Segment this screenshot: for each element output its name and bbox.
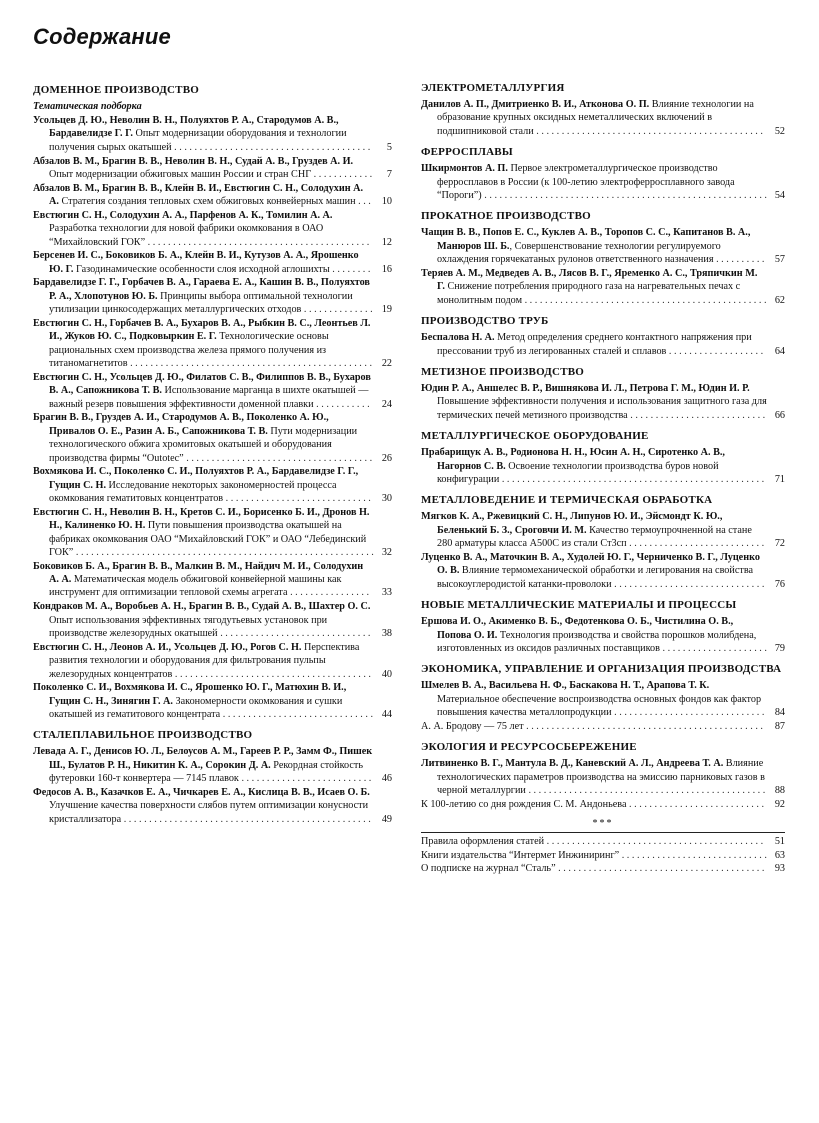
entry-authors: Усольцев Д. Ю., Неволин В. Н., Полуяхтов Р. А., Стародумов А. В., Бардавелидзе Г. Г. (33, 115, 339, 140)
misc-entry (421, 862, 785, 875)
toc-section (421, 82, 785, 138)
toc-section (421, 366, 785, 422)
entry-title: Перспектива развития технологии и оборудования для фильтрования пульпы железорудных концентратов (49, 641, 360, 680)
entry-page: 54 (774, 190, 785, 202)
right-column (421, 82, 785, 875)
entry-page: 22 (381, 358, 392, 370)
entry-title: Материальное обеспечение воспроизводства основных фондов как фактор повышения качества металлопродукции (437, 693, 762, 719)
leader-dots: . . . . . . . . . . . . . . (303, 304, 373, 316)
toc-entry (421, 551, 785, 591)
entry-page: 76 (774, 578, 785, 590)
leader-dots: . . . . . . . . . . . . . . . . . . . . . . . . . . . (630, 409, 766, 421)
entry-title: , Совершенствование технологии регулируемого охлаждения горячекатаных рулонов ответственного назначения (437, 240, 721, 266)
toc-entry (33, 465, 392, 505)
leader-dots: . . . . . . . . . . . . . . . . . . . . . . . . . . . . . . . . . . . . . . . . . . . . . . . . (524, 294, 767, 306)
toc-entry (33, 249, 392, 276)
leader-dots: . . . . . . . . . . . . . . . . . . . . . . . . . . . . . . (222, 709, 373, 721)
misc-title: Правила оформления статей (421, 836, 547, 848)
entry-title: Принципы выбора оптимальной технологии утилизации цинкосодержащих металлургических отходов (49, 290, 353, 316)
leader-dots: . . . . . . . . . . . . . . . . . . . . . . . . . . . . . . . . . . . . . . . . . . . . . . . . . . . . (501, 474, 765, 486)
entry-authors: Прабарищук А. В., Родионова Н. Н., Юсин А. Н., Сиротенко А. В., Нагорнов С. В. (421, 447, 725, 472)
section-heading: ПРОИЗВОДСТВО ТРУБ (421, 315, 549, 328)
misc-entry (421, 849, 785, 862)
leader-dots: . . . . . . . . . . . . . . . . . . . (668, 345, 764, 357)
toc-entry (421, 446, 785, 486)
misc-page: 63 (774, 849, 785, 861)
entry-title: Опыт модернизации обжиговых машин России и стран СНГ (49, 168, 314, 180)
entry-title: Газодинамические особенности слоя исходной аглошихты (73, 263, 333, 275)
toc-entry (33, 114, 392, 154)
leader-dots: . . . . . . . . . . . . . . . . . . . . . . . . . . (241, 773, 372, 785)
entry-page: 64 (774, 345, 785, 357)
entry-title: Влияние технологии на образование крупных оксидных неметаллических включений в подшипниковой стали (437, 99, 754, 137)
toc-entry (33, 641, 392, 681)
misc-title: Книги издательства “Интермет Инжиниринг” (421, 849, 622, 861)
toc-section (421, 315, 785, 358)
entry-page: 88 (774, 785, 785, 797)
leader-dots: . . . . . . . . . . . . . . . . . . . . . (662, 642, 767, 654)
toc-entry (33, 317, 392, 371)
section-subheading: Тематическая подборка (33, 101, 142, 112)
toc-entry (33, 600, 392, 640)
toc-entry (421, 382, 785, 422)
entry-title: Закономерности окомкования и сушки окатышей из гематитового концентрата (49, 695, 343, 721)
toc-entry (33, 506, 392, 560)
divider (421, 832, 785, 833)
toc-entry (421, 267, 785, 307)
entry-title: Технологические основы рациональных схем производства железа прямого получения из титаномагнетитов (49, 331, 329, 370)
section-heading: ЭКОЛОГИЯ И РЕСУРСОСБЕРЕЖЕНИЕ (421, 741, 637, 754)
section-heading: СТАЛЕПЛАВИЛЬНОЕ ПРОИЗВОДСТВО (33, 729, 253, 742)
leader-dots: . . . . . . . . . . . . . . . . . . . . . . . . . . . . . . . . . . . . . . . . . . . . . . . (526, 720, 763, 732)
separator-stars: *** (592, 818, 614, 830)
entry-page: 52 (774, 125, 785, 137)
entry-title: Стратегия создания тепловых схем обжиговых конвейерных машин (58, 196, 359, 208)
entry-page: 7 (386, 168, 392, 180)
section-heading: ДОМЕННОЕ ПРОИЗВОДСТВО (33, 84, 200, 96)
leader-dots: . . . . . . . . . . . . . . . . . . . . . . . . . . . . . . . . . . . . . . . . . . . . . . . . . (123, 813, 371, 825)
entry-page: 26 (381, 452, 392, 464)
entry-title: К 100-летию со дня рождения С. М. Андоньева (421, 798, 630, 810)
entry-page: 40 (381, 668, 392, 680)
entry-page: 66 (774, 409, 785, 421)
leader-dots: . . . . . . . . . . . . . . . . . . . . . . . . . . . . . . . . . . . . . . . . . . . . . . . . . . . . . . . . . . . (75, 546, 374, 558)
entry-authors: Абзалов В. М., Брагин В. В., Клейн В. И., Евстюгин С. Н., Солодухин А. А. (33, 182, 364, 208)
toc-section (33, 729, 392, 826)
toc-section (421, 599, 785, 655)
entry-title: Пути повышения производства окатышей на фабриках окомкования ОАО “Михайловский ГОК” и ОАО “Лебединский ГОК” (49, 520, 367, 558)
section-heading: ФЕРРОСПЛАВЫ (421, 146, 513, 159)
leader-dots: . . . . . . . . . . . . . . . . . . . . . . . . . . . . . . . . . . . . . . . . . . . . (147, 236, 370, 248)
entry-title: Влияние технологических параметров производства на эмиссию парниковых газов в черной металлургии (437, 758, 765, 797)
leader-dots: . . . . . . . . . . . . . . . . . . . . . . . . . . . (629, 538, 765, 550)
entry-title: Опыт использования эффективных тягодутьевых установок при производстве железорудных окатышей (49, 614, 328, 639)
entry-authors: Берсенев И. С., Боковиков Б. А., Клейн В. И., Кутузов А. А., Ярошенко Ю. Г. (33, 250, 359, 275)
entry-title: А. А. Бродову — 75 лет (421, 720, 527, 732)
section-heading: ПРОКАТНОЕ ПРОИЗВОДСТВО (421, 210, 591, 223)
toc-entry (421, 798, 785, 811)
section-heading: ЭКОНОМИКА, УПРАВЛЕНИЕ И ОРГАНИЗАЦИЯ ПРОИЗВОДСТВА (421, 663, 782, 676)
entry-page: 84 (774, 707, 785, 719)
entry-title: Исследование некоторых закономерностей процесса окомкования гематитовых концентратов (49, 479, 337, 505)
page-title: Содержание (33, 24, 171, 49)
entry-title: Улучшение качества поверхности слябов путем оптимизации конусности кристаллизатора (49, 800, 369, 825)
entry-title: Пути модернизации технологического обжига хромитовых окатышей и оборудования производства фирмы “Outotec” (49, 425, 358, 464)
entry-authors: Евстюгин С. Н., Неволин В. Н., Кретов С. И., Борисенко Б. И., Дронов Н. Н., Калиненко Ю. Н. (33, 506, 370, 532)
misc-page: 93 (774, 863, 785, 875)
leader-dots: . . . (358, 196, 371, 208)
entry-authors: Брагин В. В., Груздев А. И., Стародумов А. В., Поколенко А. Ю., Привалов О. Е., Разин А. Б., Сапожникова Т. В. (33, 412, 329, 437)
toc-entry (421, 98, 785, 138)
entry-authors: Левада А. Г., Денисов Ю. Л., Белоусов А. М., Гареев Р. Р., Замм Ф., Пишек Ш., Булатов Р. Н., Никитин К. А., Сорокин Д. А. (33, 746, 373, 771)
entry-title: Влияние термомеханической обработки и легирования на свойства высокоуглеродистой катанки-проволоки (437, 565, 754, 590)
leader-dots: . . . . . . . . . . . . . . . . . . . . . . . . . . . . . . . . . . . . . . . . . . . . . (536, 125, 763, 137)
entry-authors: Шмелев В. А., Васильева Н. Ф., Баскакова Н. Т., Арапова Т. К. (421, 680, 710, 692)
toc-entry (421, 679, 785, 719)
leader-dots: . . . . . . . . . . . . . . . . . . . . . . . . . . . . . . . . . . . . . . . . . . . . . . . . . . . . . . . . (484, 190, 767, 202)
entry-title: Качество термоупрочненной на стане 280 арматуры класса А500С из стали Ст3сп (437, 524, 752, 550)
entry-title: Освоение технологии производства буров новой конфигурации (437, 460, 719, 486)
entry-authors: Беспалова Н. А. (421, 332, 495, 344)
toc-entry (33, 786, 392, 826)
toc-entry (421, 615, 785, 655)
toc-entry (33, 182, 392, 209)
leader-dots: . . . . . . . . . . . . . . . . . . . . . . . . . . . . . . . . . . . . . . . (174, 668, 371, 680)
entry-title: Разработка технологии для новой фабрики окомкования в ОАО “Михайловский ГОК” (49, 223, 324, 248)
entry-page: 12 (381, 236, 392, 248)
entry-page: 19 (381, 304, 392, 316)
left-column (33, 84, 392, 834)
entry-page: 24 (381, 398, 392, 410)
entry-authors: Боковиков Б. А., Брагин В. В., Малкин В. М., Найдич М. И., Солодухин А. А. (33, 560, 364, 586)
leader-dots: . . . . . . . . . . . (316, 398, 370, 410)
entry-authors: Вохмякова И. С., Поколенко С. И., Полуяхтов Р. А., Бардавелидзе Г. Г., Гущин С. Н. (33, 466, 359, 491)
entry-page: 10 (381, 196, 392, 208)
entry-authors: Шкирмонтов А. П. (421, 163, 508, 175)
entry-authors: Евстюгин С. Н., Солодухин А. А., Парфенов А. К., Томилин А. А. (33, 209, 333, 221)
toc-entry (33, 745, 392, 785)
entry-title: Повышение эффективности получения и использования защитного газа для термических печей метизного производства (437, 396, 767, 421)
entry-page: 79 (774, 642, 785, 654)
entry-authors: Теряев А. М., Медведев А. В., Лясов В. Г., Яременко А. С., Тряпичкин М. Г. (421, 267, 758, 293)
leader-dots: . . . . . . . . . . . . . . . . . . . . . . . . . . . . . (621, 849, 767, 861)
leader-dots: . . . . . . . . . . . . . . . . . . . . . . . . . . . . . . . . . . . . . (186, 452, 373, 464)
leader-dots: . . . . . . . . . . . . . . . . . . . . . . . . . . . . . . (614, 707, 765, 719)
entry-title: Математическая модель обжиговой конвейерной машины как инструмент для оптимизации тепловой схемы агрегата (49, 574, 342, 599)
entry-authors: Литвиненко В. Г., Мантула В. Д., Каневский А. Л., Андреева Т. А. (421, 758, 724, 770)
entry-page: 87 (774, 720, 785, 732)
entry-authors: Бардавелидзе Г. Г., Горбачев В. А., Гараева Е. А., Кашин В. В., Полуяхтов Р. А., Хлопотунов Ю. Б. (33, 277, 370, 302)
entry-title: Первое электрометаллургическое производство ферросплавов в России (к 100-летию электроферросплавного завода “Пороги”) (437, 163, 735, 202)
toc-section (33, 84, 392, 721)
misc-title: О подписке на журнал “Сталь” (421, 863, 559, 875)
toc-entry (33, 276, 392, 316)
misc-entry (421, 835, 785, 848)
entry-authors: Абзалов В. М., Брагин В. В., Неволин В. Н., Судай А. В., Груздев А. И. (33, 155, 354, 167)
section-heading: МЕТАЛЛУРГИЧЕСКОЕ ОБОРУДОВАНИЕ (421, 430, 649, 443)
entry-authors: Федосов А. В., Казачков Е. А., Чичкарев Е. А., Кислица В. В., Исаев О. Б. (33, 786, 370, 798)
entry-page: 5 (386, 141, 392, 153)
entry-page: 49 (381, 813, 392, 825)
toc-entry (33, 411, 392, 465)
leader-dots: . . . . . . . . . . . . . . . . . . . . . . . . . . . . . . . . . . . . . . . (174, 141, 371, 153)
toc-entry (33, 681, 392, 721)
entry-page: 62 (774, 294, 785, 306)
toc-entry (421, 331, 785, 358)
entry-authors: Чащин В. В., Попов Е. С., Куклев А. В., Торопов С. С., Капитанов В. А., Манюров Ш. Б. (421, 227, 751, 252)
section-heading: НОВЫЕ МЕТАЛЛИЧЕСКИЕ МАТЕРИАЛЫ И ПРОЦЕССЫ (421, 599, 737, 612)
entry-authors: Кондраков М. А., Воробьев А. Н., Брагин В. В., Судай А. В., Шахтер О. С. (33, 601, 371, 613)
entry-authors: Данилов А. П., Дмитриенко В. И., Атконова О. П. (421, 99, 650, 110)
toc-entry (421, 720, 785, 733)
toc-section (421, 663, 785, 733)
entry-title: Использование марганца в шихте окатышей — важный резерв повышения эффективности доменной плавки (49, 385, 369, 410)
entry-authors: Луценко В. А., Маточкин В. А., Худолей Ю. Г., Черниченко В. Г., Луценко О. В. (421, 551, 760, 577)
entry-authors: Ершова И. О., Акименко В. Б., Федотенкова О. Б., Чистилина О. В., Попова О. И. (421, 616, 734, 641)
leader-dots: . . . . . . . . . . . . . . . . . . . . . . . . . . . . . . (614, 578, 765, 590)
leader-dots: . . . . . . . . . . . . . . . . . . . . . . . . . . . . . . . . . . . . . . . . . . . (546, 836, 764, 848)
toc-entry (33, 560, 392, 600)
entry-page: 72 (774, 538, 785, 550)
entry-page: 57 (774, 254, 785, 266)
entry-authors: Евстюгин С. Н., Усольцев Д. Ю., Филатов С. В., Филиппов В. В., Бухаров В. А., Сапожникова Т. В. (33, 371, 371, 397)
leader-dots: . . . . . . . . . . (716, 254, 765, 266)
leader-dots: . . . . . . . . . . . . . . . . (290, 587, 370, 599)
section-heading: МЕТИЗНОЕ ПРОИЗВОДСТВО (421, 365, 585, 378)
toc-entry (421, 757, 785, 797)
entry-page: 92 (774, 798, 785, 810)
entry-page: 71 (774, 474, 785, 486)
toc-section (421, 146, 785, 202)
entry-page: 33 (381, 587, 392, 599)
leader-dots: . . . . . . . . (332, 263, 371, 275)
toc-entry (33, 371, 392, 411)
toc-entry (421, 226, 785, 266)
leader-dots: . . . . . . . . . . . . . . . . . . . . . . . . . . . . . . . . . . . . . . . . . . . . . . . . (130, 358, 373, 370)
entry-authors: Евстюгин С. Н., Леонов А. И., Усольцев Д. Ю., Рогов С. Н. (33, 641, 302, 653)
leader-dots: . . . . . . . . . . . . . . . . . . . . . . . . . . . (629, 798, 765, 810)
entry-authors: Евстюгин С. Н., Горбачев В. А., Бухаров В. А., Рыбкин В. С., Леонтьев Л. И., Жуков Ю. С., Подковыркин Е. Г. (33, 317, 371, 343)
entry-authors: Юдин Р. А., Аншелес В. Р., Вишнякова И. Л., Петрова Г. М., Юдин И. Р. (421, 382, 750, 394)
entry-title: Снижение потребления природного газа на нагревательных печах с монолитным подом (437, 281, 741, 306)
leader-dots: . . . . . . . . . . . . . . . . . . . . . . . . . . . . . . (220, 628, 371, 639)
leader-dots: . . . . . . . . . . . . . . . . . . . . . . . . . . . . . . . . . . . . . . . . . . . . . . . (528, 785, 766, 797)
misc-page: 51 (774, 836, 785, 848)
toc-entry (421, 510, 785, 550)
entry-page: 38 (381, 628, 392, 639)
toc-section (421, 741, 785, 811)
entry-title: Технология производства и свойства порошков молибдена, изготовленных из оксидов различных поставщиков (437, 629, 757, 654)
entry-title: Рекордная стойкость футеровки 160-т конвертера — 7145 плавок (49, 759, 363, 785)
toc-section (421, 494, 785, 591)
leader-dots: . . . . . . . . . . . . . . . . . . . . . . . . . . . . . . . . . . . . . . . . . (558, 863, 765, 875)
leader-dots: . . . . . . . . . . . . . . . . . . . . . . . . . . . . . (225, 493, 371, 505)
entry-title: Метод определения среднего контактного напряжения при прессовании труб из легированных сталей и сплавов (437, 332, 752, 357)
entry-page: 30 (381, 493, 392, 505)
section-heading: МЕТАЛЛОВЕДЕНИЕ И ТЕРМИЧЕСКАЯ ОБРАБОТКА (421, 494, 713, 507)
toc-entry (421, 162, 785, 202)
section-heading: ЭЛЕКТРОМЕТАЛЛУРГИЯ (421, 82, 565, 94)
entry-page: 46 (381, 773, 392, 785)
entry-page: 32 (381, 546, 392, 558)
toc-entry (33, 209, 392, 249)
leader-dots: . . . . . . . . . . . . (313, 168, 373, 180)
entry-authors: Поколенко С. И., Вохмякова И. С., Ярошенко Ю. Г., Матюхин В. И., Гущин С. Н., Зинягин Г. А. (33, 682, 347, 707)
entry-page: 44 (381, 709, 392, 721)
toc-entry (33, 155, 392, 182)
entry-title: Опыт модернизации оборудования и технологии получения сырых окатышей (49, 128, 347, 153)
entry-page: 16 (381, 263, 392, 275)
toc-section (421, 430, 785, 486)
toc-section (421, 210, 785, 307)
entry-authors: Мягков К. А., Ржевицкий С. Н., Липунов Ю. И., Эйсмондт К. Ю., Беленький Б. З., Сроговчи И. М. (421, 511, 723, 536)
